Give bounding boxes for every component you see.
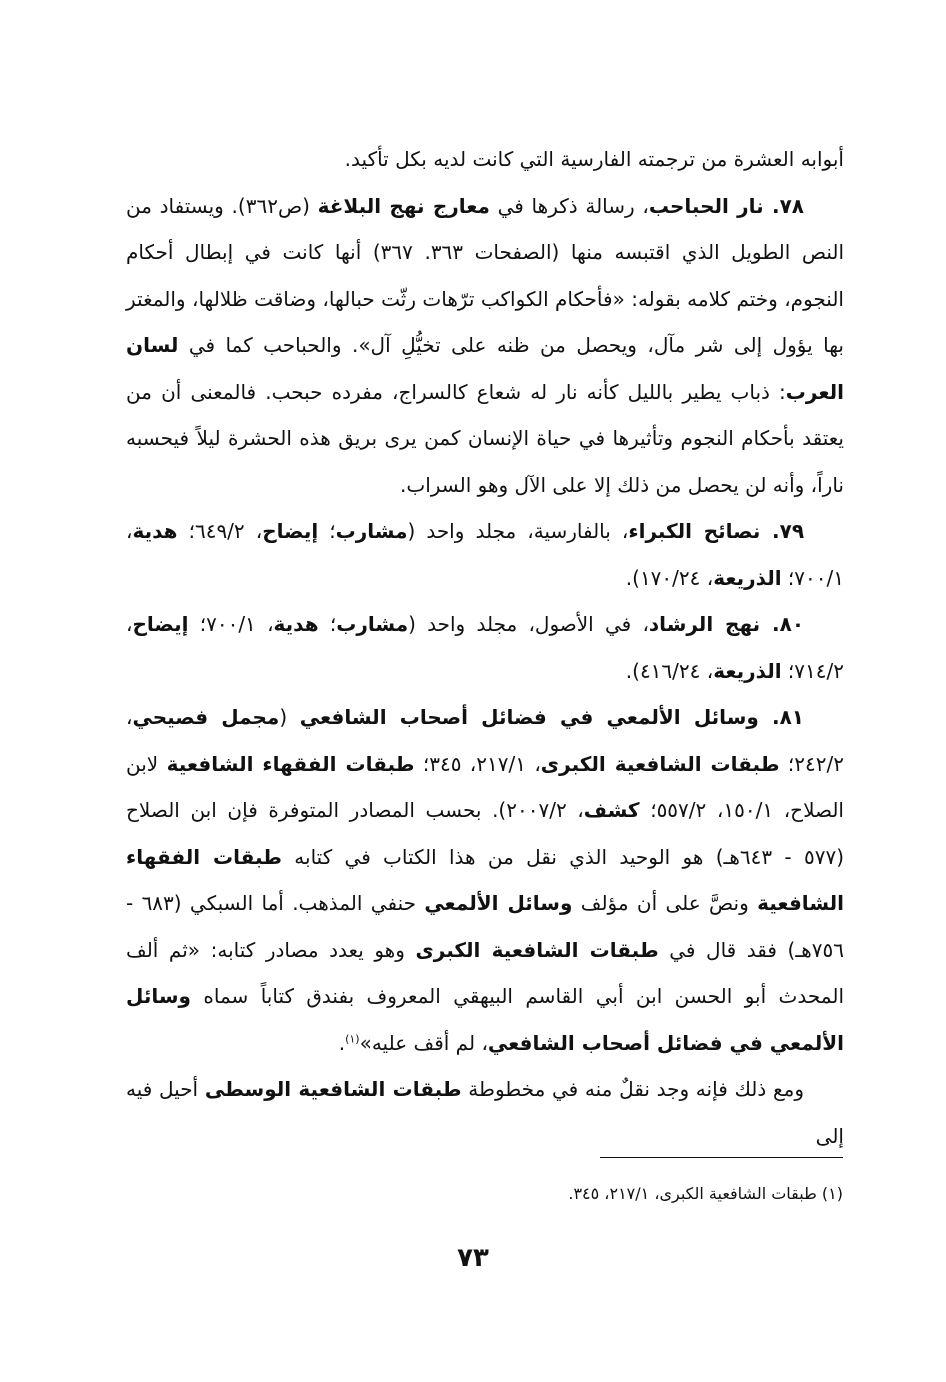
text-run: حنفي المذهب. أما السبكي (٦٨٣ - ٧٥٦هـ) فقد قال في	[126, 891, 845, 962]
footnote-reference: (١)	[345, 1031, 360, 1045]
paragraph-entry-79	[126, 508, 844, 601]
text-run: ، في الأصول، مجلد واحد (	[408, 612, 649, 636]
bold-title-run: إيضاح	[262, 519, 319, 543]
bold-title-run: هدية	[273, 612, 319, 636]
text-run: ، ٧٠٠/١؛	[126, 519, 844, 590]
bold-title-run: الذريعة	[713, 565, 782, 590]
text-run: ، ٧٠٠/١؛	[188, 612, 274, 636]
bold-title-run: طبقات الشافعية الوسطى	[204, 1077, 462, 1101]
bold-title-run: ٧٨. نار الحباحب	[648, 193, 805, 218]
paragraph-entry-81	[126, 694, 844, 1066]
paragraph-continuation	[126, 136, 844, 183]
bold-title-run: هدية	[132, 519, 178, 543]
bold-title-run: طبقات الشافعية الكبرى	[540, 751, 780, 776]
bold-title-run: مجمل فصيحي	[132, 705, 280, 729]
text-run: ، ٧١٤/٢؛	[126, 612, 844, 683]
bold-title-run: ٨٠. نهج الرشاد	[648, 612, 805, 636]
bold-title-run: لسان العرب	[126, 333, 844, 404]
footnote: (١) طبقات الشافعية الكبرى، ٢١٧/١، ٣٤٥.	[568, 1184, 843, 1203]
text-run: ، ٢٤٢/٢؛	[126, 705, 844, 776]
text-run: ، ٢٠٠٧/٢). بحسب المصادر المتوفرة فإن ابن الصلاح (٥٧٧ - ٦٤٣هـ) هو الوحيد الذي نقل من هذا الكتاب في كتابه	[126, 798, 844, 869]
bold-title-run: معارج نهج البلاغة	[317, 193, 490, 218]
text-run: ومع ذلك فإنه وجد نقلٌ منه في مخطوطة	[461, 1077, 805, 1101]
bold-title-run: الذريعة	[713, 658, 782, 683]
page-number: ٧٣	[457, 1243, 489, 1273]
paragraph-entry-80	[126, 601, 844, 694]
bold-title-run: وسائل الألمعي في فضائل أصحاب الشافعي	[126, 984, 844, 1055]
text-run: ، ١٧٠/٢٤).	[625, 565, 714, 590]
text-run: .	[338, 1030, 346, 1055]
text-run: ، ٢١٧/١، ٣٤٥؛	[414, 751, 541, 776]
bold-title-run: وسائل الألمعي	[424, 891, 573, 915]
text-run: (ص٣٦٢). ويستفاد من النص الطويل الذي اقتبسه منها (الصفحات ٣٦٣. ٣٦٧) أنها كانت في إبطال أحكام النجوم، وختم كلامه بقوله: «فأحكام الكواكب ترّهات رثّت حبالها، وضاقت ظلالها، والمغتر بها يؤول إلى شر مآل، ويحصل من ظنه على تخيُّلِ آل». والحباحب كما في	[126, 193, 845, 357]
text-run: ؛	[318, 612, 337, 636]
text-run: ؛	[318, 519, 336, 543]
footnote-separator	[600, 1157, 843, 1158]
bold-title-run: طبقات الشافعية الكبرى	[415, 937, 659, 962]
paragraph-entry-78	[126, 183, 844, 509]
bold-title-run: مشارب	[336, 612, 409, 636]
bold-title-run: طبقات الفقهاء الشافعية	[126, 844, 845, 915]
text-run: : ذباب يطير بالليل كأنه نار له شعاع كالسراج، مفرده حبحب. فالمعنى أن من يعتقد بأحكام النجوم وتأثيرها في حياة الإنسان كمن يرى بريق هذه الحشرة ليلاً فيحسبه ناراً، وأنه لن يحصل من ذلك إلا على الآل وهو السراب.	[126, 379, 844, 497]
body-text	[126, 136, 844, 1159]
text-run: ، رسالة ذكرها في	[489, 193, 649, 218]
text-run: (	[279, 705, 300, 729]
text-run: ، ٦٤٩/٢؛	[177, 519, 263, 543]
text-run: لابن الصلاح، ١٥٠/١، ٥٥٧/٢؛	[126, 751, 844, 822]
text-run: ، بالفارسية، مجلد واحد (	[407, 519, 629, 543]
bold-title-run: طبقات الفقهاء الشافعية	[166, 751, 415, 776]
bold-title-run: ٧٩. نصائح الكبراء	[628, 519, 805, 543]
bold-title-run: إيضاح	[132, 612, 189, 636]
bold-title-run: مشارب	[335, 519, 408, 543]
text-run: أبوابه العشرة من ترجمته الفارسية التي كانت لديه بكل تأكيد.	[344, 147, 844, 171]
text-run: وهو يعدد مصادر كتابه: «ثم ألف المحدث أبو الحسن ابن أبي القاسم البيهقي المعروف بفندق كتاباً سماه	[126, 937, 844, 1008]
bold-title-run: كشف	[583, 798, 640, 822]
text-run: ، ٤١٦/٢٤).	[625, 658, 714, 683]
text-run: ، لم أقف عليه»	[359, 1030, 488, 1055]
text-run: ونصَّ على أن مؤلف	[572, 891, 758, 915]
bold-title-run: ٨١. وسائل الألمعي في فضائل أصحاب الشافعي	[299, 705, 804, 729]
text-run: أحيل فيه إلى	[126, 1077, 844, 1148]
paragraph-last	[126, 1066, 844, 1159]
